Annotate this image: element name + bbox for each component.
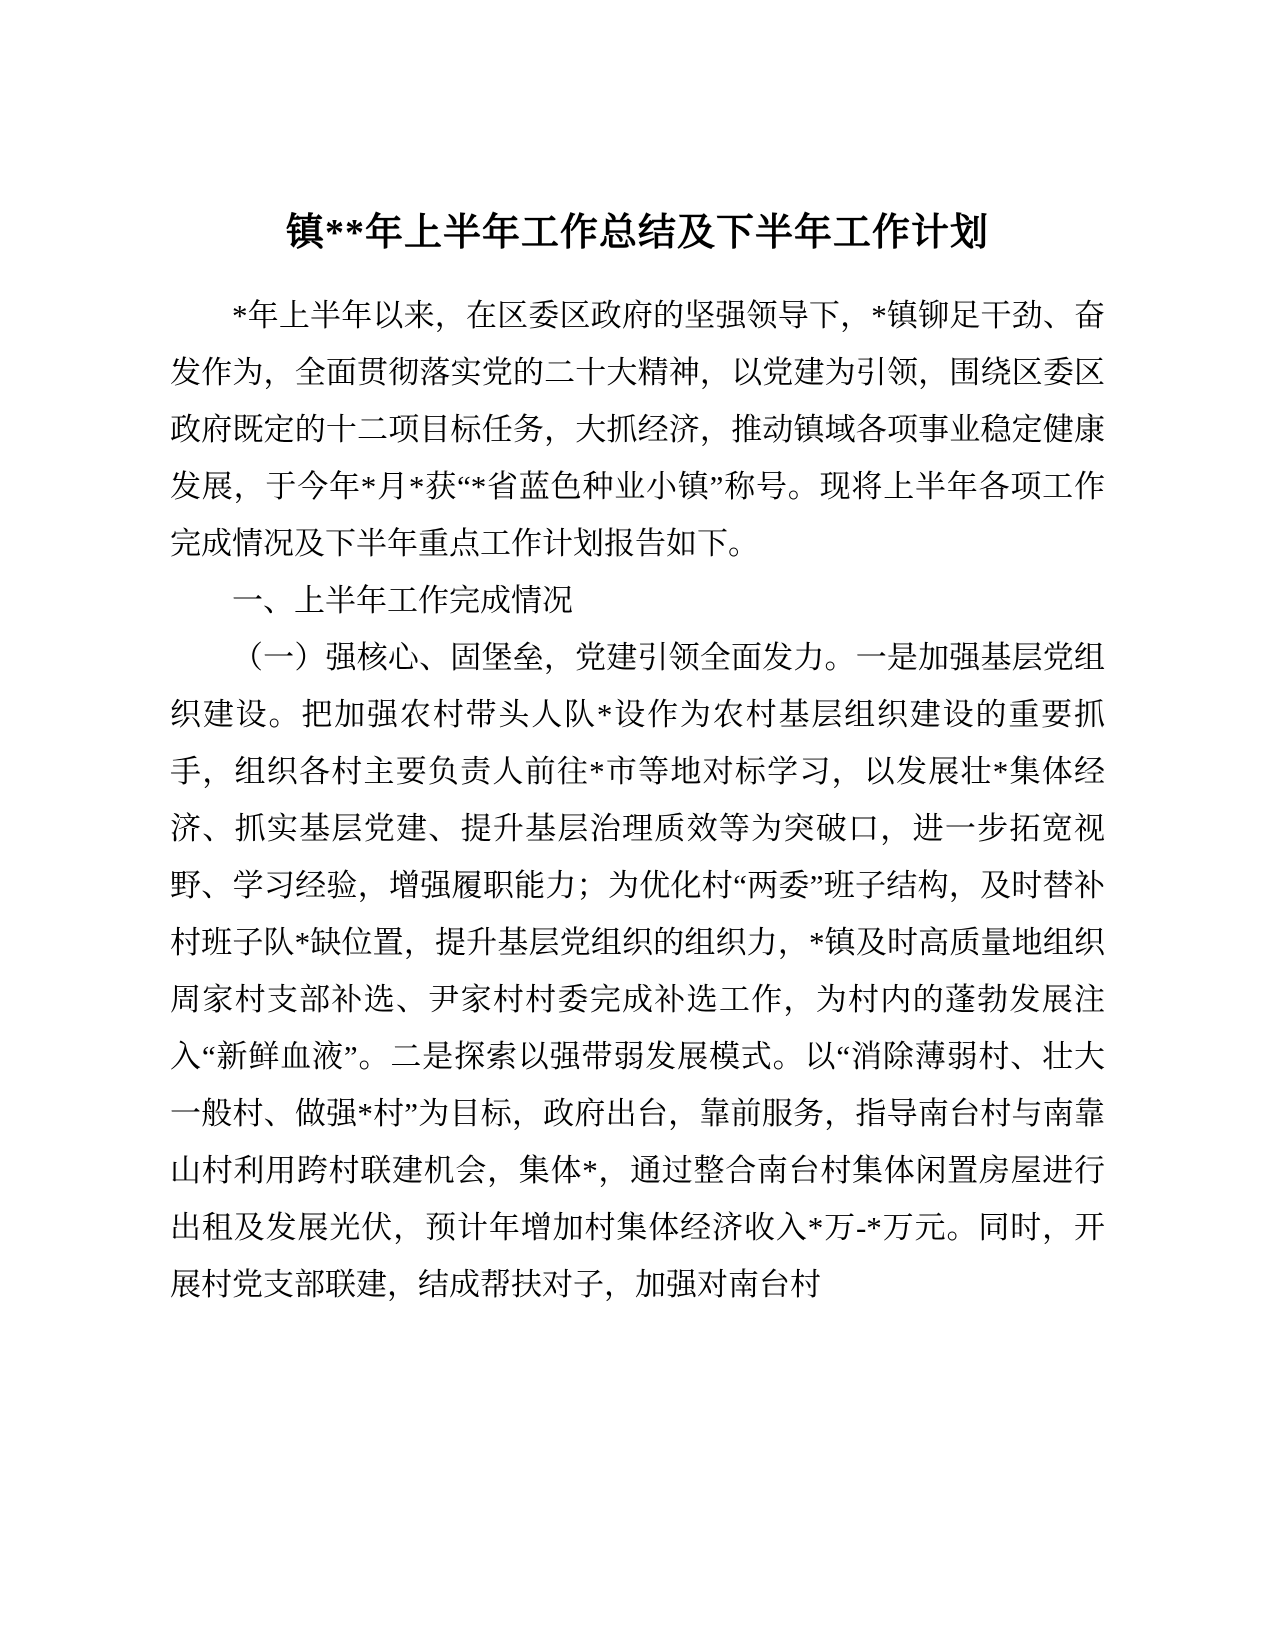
document-title: 镇**年上半年工作总结及下半年工作计划 (285, 212, 989, 254)
section-heading-first-half-summary: 一、上半年工作完成情况 (232, 583, 573, 618)
paragraph-intro: *年上半年以来，在区委区政府的坚强领导下，*镇铆足干劲、奋发作为，全面贯彻落实党的二十大精神，以党建为引领，围绕区委区政府既定的十二项目标任务，大抓经济，推动镇域各项事业稳定健康发展，于今年*月*获“*省蓝色种业小镇”称号。现将上半年各项工作完成情况及下半年重点工作计划报告如下。 (170, 298, 1105, 561)
paragraph-section-one: （一）强核心、固堡垒，党建引领全面发力。一是加强基层党组织建设。把加强农村带头人队*设作为农村基层组织建设的重要抓手，组织各村主要负责人前往*市等地对标学习，以发展壮*集体经济、抓实基层党建、提升基层治理质效等为突破口，进一步拓宽视野、学习经验，增强履职能力；为优化村“两委”班子结构，及时替补村班子队*缺位置，提升基层党组织的组织力，*镇及时高质量地组织周家村支部补选、尹家村村委完成补选工作，为村内的蓬勃发展注入“新鲜血液”。二是探索以强带弱发展模式。以“消除薄弱村、壮大一般村、做强*村”为目标，政府出台，靠前服务，指导南台村与南靠山村利用跨村联建机会，集体*，通过整合南台村集体闲置房屋进行出租及发展光伏，预计年增加村集体经济收入*万-*万元。同时，开展村党支部联建，结成帮扶对子，加强对南台村 (170, 640, 1105, 1302)
